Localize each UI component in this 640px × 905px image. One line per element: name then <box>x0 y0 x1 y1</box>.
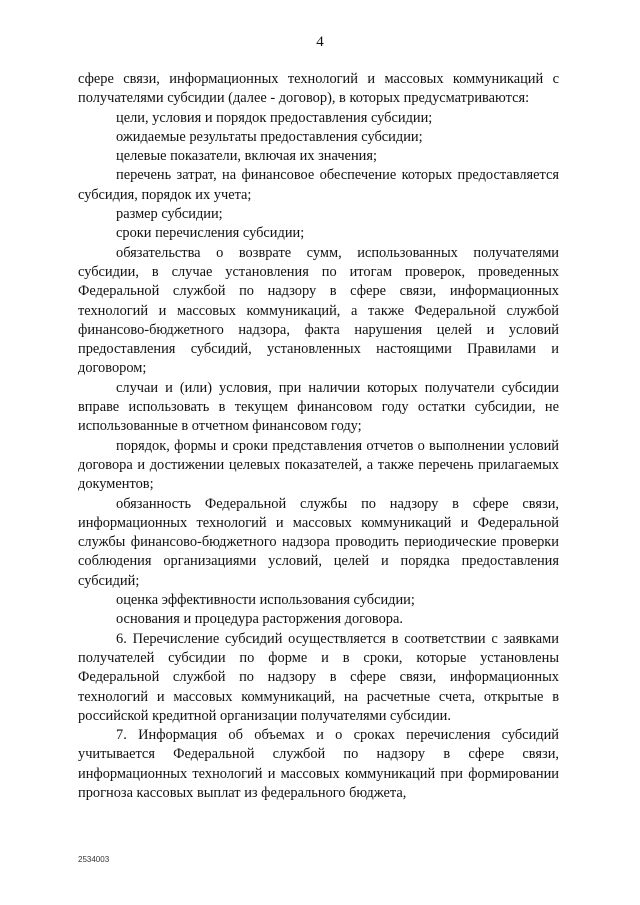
paragraph: обязанность Федеральной службы по надзору в сфере связи, информационных технологий и массовых коммуникаций и Федеральной службы финансово-бюджетного надзора проводить периодические проверки соблюдения организациями условий, целей и порядка предоставления субсидий; <box>78 495 559 589</box>
paragraph: 7. Информация об объемах и о сроках перечисления субсидий учитывается Федеральной службой по надзору в сфере связи, информационных технологий и массовых коммуникаций при формировании прогноза кассовых выплат из федерального бюджета, <box>78 727 559 801</box>
paragraph: перечень затрат, на финансовое обеспечение которых предоставляется субсидия, порядок их учета; <box>78 167 559 203</box>
paragraph: случаи и (или) условия, при наличии которых получатели субсидии вправе использовать в текущем финансовом году остатки субсидии, не использованные в отчетном финансовом году; <box>78 379 559 435</box>
paragraph: ожидаемые результаты предоставления субсидии; <box>116 128 423 145</box>
document-body <box>78 70 559 803</box>
page-number: 4 <box>316 34 324 50</box>
paragraph: обязательства о возврате сумм, использованных получателями субсидии, в случае установления по итогам проверок, проведенных Федеральной службой по надзору в сфере связи, информационных технологий и массовых коммуникаций, а также Федеральной службой финансово-бюджетного надзора, факта нарушения целей и условий предоставления субсидий, установленных настоящими Правилами и договором; <box>78 244 559 377</box>
paragraph: сфере связи, информационных технологий и массовых коммуникаций с получателями субсидии (далее - договор), в которых предусматриваются: <box>78 71 559 107</box>
paragraph: оценка эффективности использования субсидии; <box>116 592 415 609</box>
document-code: 2534003 <box>78 855 110 864</box>
paragraph: сроки перечисления субсидии; <box>116 225 305 242</box>
paragraph: цели, условия и порядок предоставления субсидии; <box>116 109 433 126</box>
paragraph: целевые показатели, включая их значения; <box>116 148 377 165</box>
paragraph: основания и процедура расторжения договора. <box>116 611 403 628</box>
paragraph: порядок, формы и сроки представления отчетов о выполнении условий договора и достижении целевых показателей, а также перечень прилагаемых документов; <box>78 437 559 493</box>
paragraph: 6. Перечисление субсидий осуществляется в соответствии с заявками получателей субсидии по форме и в сроки, которые установлены Федеральной службой по надзору в сфере связи, информационных технологий и массовых коммуникаций, на расчетные счета, открытые в российской кредитной организации получателями субсидии. <box>78 630 559 724</box>
paragraph: размер субсидии; <box>116 206 223 223</box>
